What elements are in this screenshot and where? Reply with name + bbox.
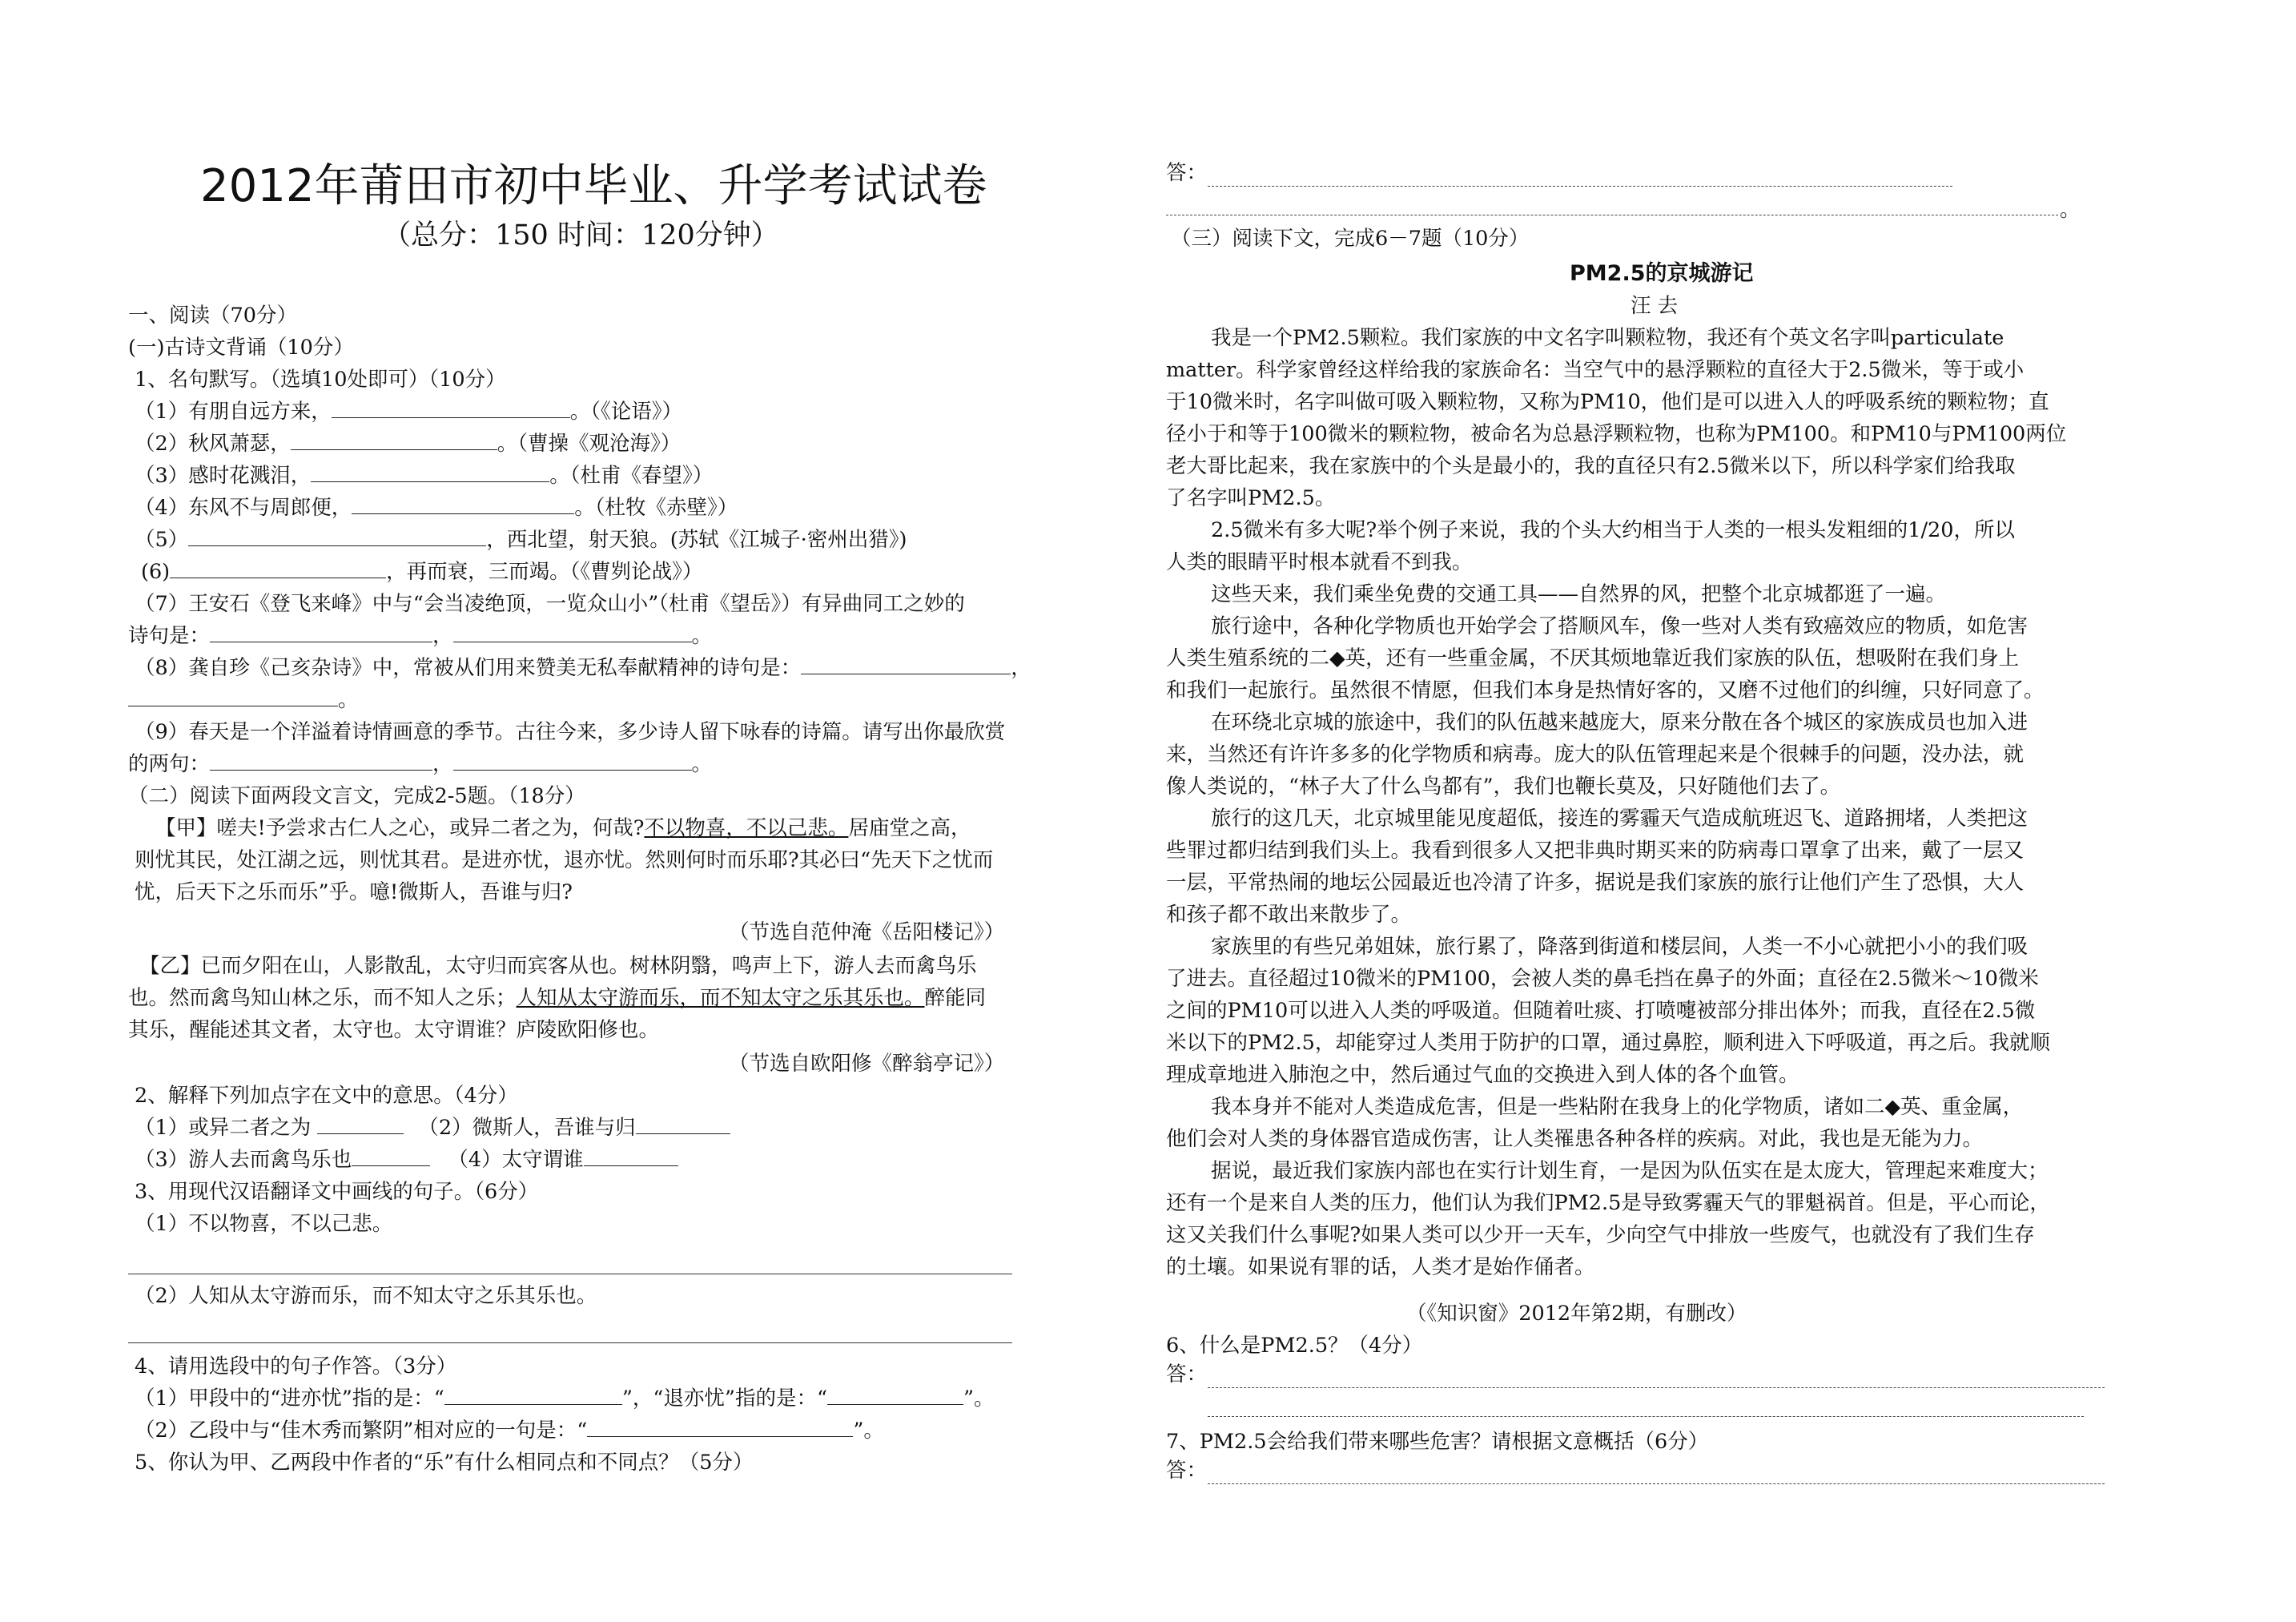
- article-line: 了名字叫PM2.5。: [1166, 486, 1336, 510]
- article-line: matter。科学家曾经这样给我的家族命名：当空气中的悬浮颗粒的直径大于2.5微米，等于或小: [1166, 358, 2025, 382]
- answer-blank[interactable]: [453, 624, 692, 642]
- passage-yi-line: 其乐，醒能述其文者，太守也。太守谓谁？庐陵欧阳修也。: [128, 1018, 660, 1042]
- answer-blank[interactable]: [188, 528, 486, 546]
- answer-blank[interactable]: [352, 1148, 430, 1166]
- answer-line[interactable]: [1208, 1387, 2105, 1388]
- article-source: （《知识窗》2012年第2期，有删改）: [1406, 1302, 1747, 1326]
- article-line: 我本身并不能对人类造成危害，但是一些粘附在我身上的化学物质，诸如二◆英、重金属，: [1211, 1095, 2024, 1119]
- article-line: 之间的PM10可以进入人类的呼吸道。但随着吐痰、打喷嚏被部分排出体外；而我，直径在2.5微: [1166, 999, 2036, 1023]
- article-author: 汪 去: [1631, 294, 1679, 318]
- answer-blank[interactable]: [128, 688, 338, 706]
- answer-blank[interactable]: [311, 464, 549, 482]
- q1-item-4: （4）东风不与周郎便， 。（杜牧《赤壁》）: [135, 496, 738, 520]
- subsection-heading: （三）阅读下文，完成6－7题（10分）: [1171, 227, 1530, 251]
- answer-blank[interactable]: [453, 752, 692, 771]
- article-line: 旅行途中，各种化学物质也开始学会了搭顺风车，像一些对人类有致癌效应的物质，如危害: [1211, 614, 2029, 638]
- q3-item-2: （2）人知从太守游而乐，而不知太守之乐其乐也。: [135, 1284, 597, 1308]
- q1-item-8: （8）龚自珍《己亥杂诗》中，常被从们用来赞美无私奉献精神的诗句是： ，: [135, 656, 1031, 680]
- answer-blank[interactable]: [332, 400, 570, 418]
- answer-line[interactable]: [1208, 186, 1952, 187]
- article-line: 了进去。直径超过10微米的PM100，会被人类的鼻毛挡在鼻子的外面；直径在2.5微米～10微米: [1166, 967, 2039, 991]
- q1-item-3: （3）感时花溅泪， 。（杜甫《春望》）: [135, 464, 714, 488]
- passage-yi-source: （节选自欧阳修《醉翁亭记》）: [729, 1052, 1005, 1076]
- passage-jia-line: 则忧其民，处江湖之远，则忧其君。是进亦忧，退亦忧。然则何时而乐耶?其必曰“先天下之忧而: [135, 848, 994, 872]
- subsection-heading: （二）阅读下面两段文言文，完成2-5题。（18分）: [128, 784, 585, 808]
- article-line: 他们会对人类的身体器官造成伤害，让人类罹患各种各样的疾病。对此，我也是无能为力。: [1166, 1127, 1984, 1151]
- answer-blank[interactable]: [170, 560, 386, 578]
- passage-yi-line: 【乙】已而夕阳在山，人影散乱，太守归而宾客从也。树林阴翳，鸣声上下，游人去而禽鸟乐: [139, 954, 977, 978]
- article-line: 据说，最近我们家族内部也在实行计划生育，一是因为队伍实在是太庞大，管理起来难度大；: [1211, 1159, 2049, 1183]
- question-1: 1、名句默写。（选填10处即可）（10分）: [135, 368, 506, 392]
- q1-item-1: （1）有朋自远方来， 。（《论语》）: [135, 400, 682, 424]
- answer-blank[interactable]: [210, 752, 432, 771]
- article-line: 的土壤。如果说有罪的话，人类才是始作俑者。: [1166, 1255, 1595, 1279]
- answer-blank[interactable]: [584, 1148, 678, 1166]
- q5-answer-label: 答：: [1166, 161, 1208, 185]
- q1-item-8-cont: 。: [128, 687, 359, 713]
- question-5: 5、你认为甲、乙两段中作者的“乐”有什么相同点和不同点？（5分）: [135, 1451, 754, 1475]
- q7-answer-label: 答：: [1166, 1459, 1208, 1483]
- section-heading: 一、阅读（70分）: [128, 304, 297, 328]
- q2-row-2: （3）游人去而禽鸟乐也 （4）太守谓谁: [135, 1147, 678, 1173]
- exam-subtitle: （总分：150 时间：120分钟）: [383, 219, 779, 252]
- article-line: 老大哥比起来，我在家族中的个头是最小的，我的直径只有2.5微米以下，所以科学家们给我取: [1166, 454, 2016, 478]
- article-line: 于10微米时，名字叫做可吸入颗粒物，又称为PM10，他们是可以进入人的呼吸系统的颗粒物；直: [1166, 390, 2049, 414]
- answer-line[interactable]: [1208, 1483, 2105, 1484]
- subsection-heading: (一)古诗文背诵（10分）: [128, 336, 354, 360]
- article-line: 人类生殖系统的二◆英，还有一些重金属，不厌其烦地靠近我们家族的队伍，想吸附在我们身上: [1166, 646, 2020, 670]
- q3-item-1: （1）不以物喜，不以己悲。: [135, 1212, 393, 1236]
- q1-item-6: (6) ，再而衰，三而竭。（《曹刿论战》）: [141, 560, 703, 584]
- answer-blank[interactable]: [587, 1419, 853, 1437]
- q2-row-1: （1）或异二者之为 （2）微斯人，吾谁与归: [135, 1115, 730, 1141]
- q1-item-7-answer: 诗句是： ， 。: [128, 624, 713, 648]
- article-line: 家族里的有些兄弟姐妹，旅行累了，降落到街道和楼层间，人类一不小心就把小小的我们吸: [1211, 935, 2029, 959]
- answer-blank[interactable]: [352, 496, 574, 514]
- q4-item-1: （1）甲段中的“进亦忧”指的是：“ ”，“退亦忧”指的是：“ ”。: [135, 1387, 995, 1411]
- article-line: 些罪过都归结到我们头上。我看到很多人又把非典时期买来的防病毒口罩拿了出来，戴了一层又: [1166, 839, 2025, 863]
- q4-item-2: （2）乙段中与“佳木秀而繁阴”相对应的一句是：“ ”。: [135, 1419, 884, 1443]
- article-line: 和孩子都不敢出来散步了。: [1166, 903, 1412, 927]
- q1-item-2: （2）秋风萧瑟， 。（曹操《观沧海》）: [135, 432, 682, 456]
- passage-jia-line: 【甲】嗟夫!予尝求古仁人之心，或异二者之为，何哉?不以物喜，不以己悲。居庙堂之高，: [155, 816, 971, 840]
- article-line: 理成章地进入肺泡之中，然后通过气血的交换进入到人体的各个血管。: [1166, 1063, 1799, 1087]
- q6-answer-label: 答：: [1166, 1362, 1208, 1387]
- article-line: 这些天来，我们乘坐免费的交通工具——自然界的风，把整个北京城都逛了一遍。: [1211, 582, 1947, 606]
- question-3: 3、用现代汉语翻译文中画线的句子。（6分）: [135, 1180, 539, 1204]
- article-line: 在环绕北京城的旅途中，我们的队伍越来越庞大，原来分散在各个城区的家族成员也加入进: [1211, 710, 2029, 735]
- article-line: 2.5微米有多大呢?举个例子来说，我的个头大约相当于人类的一根头发粗细的1/20，所以: [1211, 518, 2015, 542]
- passage-jia-source: （节选自范仲淹《岳阳楼记》）: [729, 920, 1005, 944]
- article-line: 我是一个PM2.5颗粒。我们家族的中文名字叫颗粒物，我还有个英文名字叫particulate: [1211, 326, 2004, 350]
- article-line: 和我们一起旅行。虽然很不情愿，但我们本身是热情好客的，又磨不过他们的纠缠，只好同意了。: [1166, 678, 2045, 702]
- answer-blank[interactable]: [317, 1116, 404, 1134]
- article-line: 像人类说的，“林子大了什么鸟都有”，我们也鞭长莫及，只好随他们去了。: [1166, 775, 1841, 799]
- q1-item-9-answer: 的两句： ， 。: [128, 752, 713, 776]
- q1-item-7: （7）王安石《登飞来峰》中与“会当凌绝顶，一览众山小”（杜甫《望岳》）有异曲同工之妙的: [135, 592, 965, 616]
- answer-blank[interactable]: [636, 1116, 730, 1134]
- question-6: 6、什么是PM2.5？（4分）: [1166, 1334, 1423, 1358]
- article-line: 来，当然还有许许多多的化学物质和病毒。庞大的队伍管理起来是个很棘手的问题，没办法，就: [1166, 743, 2025, 767]
- answer-blank[interactable]: [291, 432, 497, 450]
- article-line: 米以下的PM2.5，却能穿过人类用于防护的口罩，通过鼻腔，顺利进入下呼吸道，再之后。我就顺: [1166, 1031, 2050, 1055]
- answer-line[interactable]: [1208, 1416, 2084, 1417]
- article-line: 还有一个是来自人类的压力，他们认为我们PM2.5是导致雾霾天气的罪魁祸首。但是，平心而论，: [1166, 1191, 2050, 1215]
- answer-blank[interactable]: [827, 1387, 963, 1405]
- exam-title: 2012年莆田市初中毕业、升学考试试卷: [200, 160, 987, 212]
- q1-item-5: （5） ，西北望，射天狼。(苏轼《江城子·密州出猎》): [135, 528, 907, 552]
- answer-end: 。: [2060, 198, 2081, 222]
- answer-line[interactable]: [128, 1342, 1012, 1343]
- question-7: 7、PM2.5会给我们带来哪些危害？请根据文意概括（6分）: [1166, 1430, 1709, 1454]
- passage-jia-line: 忧，后天下之乐而乐”乎。噫!微斯人，吾谁与归?: [135, 880, 573, 904]
- article-line: 旅行的这几天，北京城里能见度超低，接连的雾霾天气造成航班迟飞、道路拥堵，人类把这: [1211, 807, 2029, 831]
- article-line: 人类的眼睛平时根本就看不到我。: [1166, 550, 1473, 574]
- question-4: 4、请用选段中的句子作答。（3分）: [135, 1354, 457, 1378]
- question-2: 2、解释下列加点字在文中的意思。（4分）: [135, 1084, 518, 1108]
- answer-blank[interactable]: [210, 624, 432, 642]
- article-line: 这又关我们什么事呢?如果人类可以少开一天车，少向空气中排放一些废气，也就没有了我们生存: [1166, 1223, 2035, 1247]
- article-title: PM2.5的京城游记: [1570, 261, 1754, 286]
- article-line: 一层，平常热闹的地坛公园最近也冷清了许多，据说是我们家族的旅行让他们产生了恐惧，大人: [1166, 871, 2025, 895]
- answer-blank[interactable]: [801, 656, 1011, 674]
- passage-yi-line: 也。然而禽鸟知山林之乐，而不知人之乐；人知从太守游而乐，而不知太守之乐其乐也。醉能同: [128, 986, 987, 1010]
- article-line: 径小于和等于100微米的颗粒物，被命名为总悬浮颗粒物，也称为PM100。和PM10与PM100两位: [1166, 422, 2067, 446]
- answer-blank[interactable]: [444, 1387, 622, 1405]
- q1-item-9: （9）春天是一个洋溢着诗情画意的季节。古往今来，多少诗人留下咏春的诗篇。请写出你最欣赏: [135, 720, 1006, 744]
